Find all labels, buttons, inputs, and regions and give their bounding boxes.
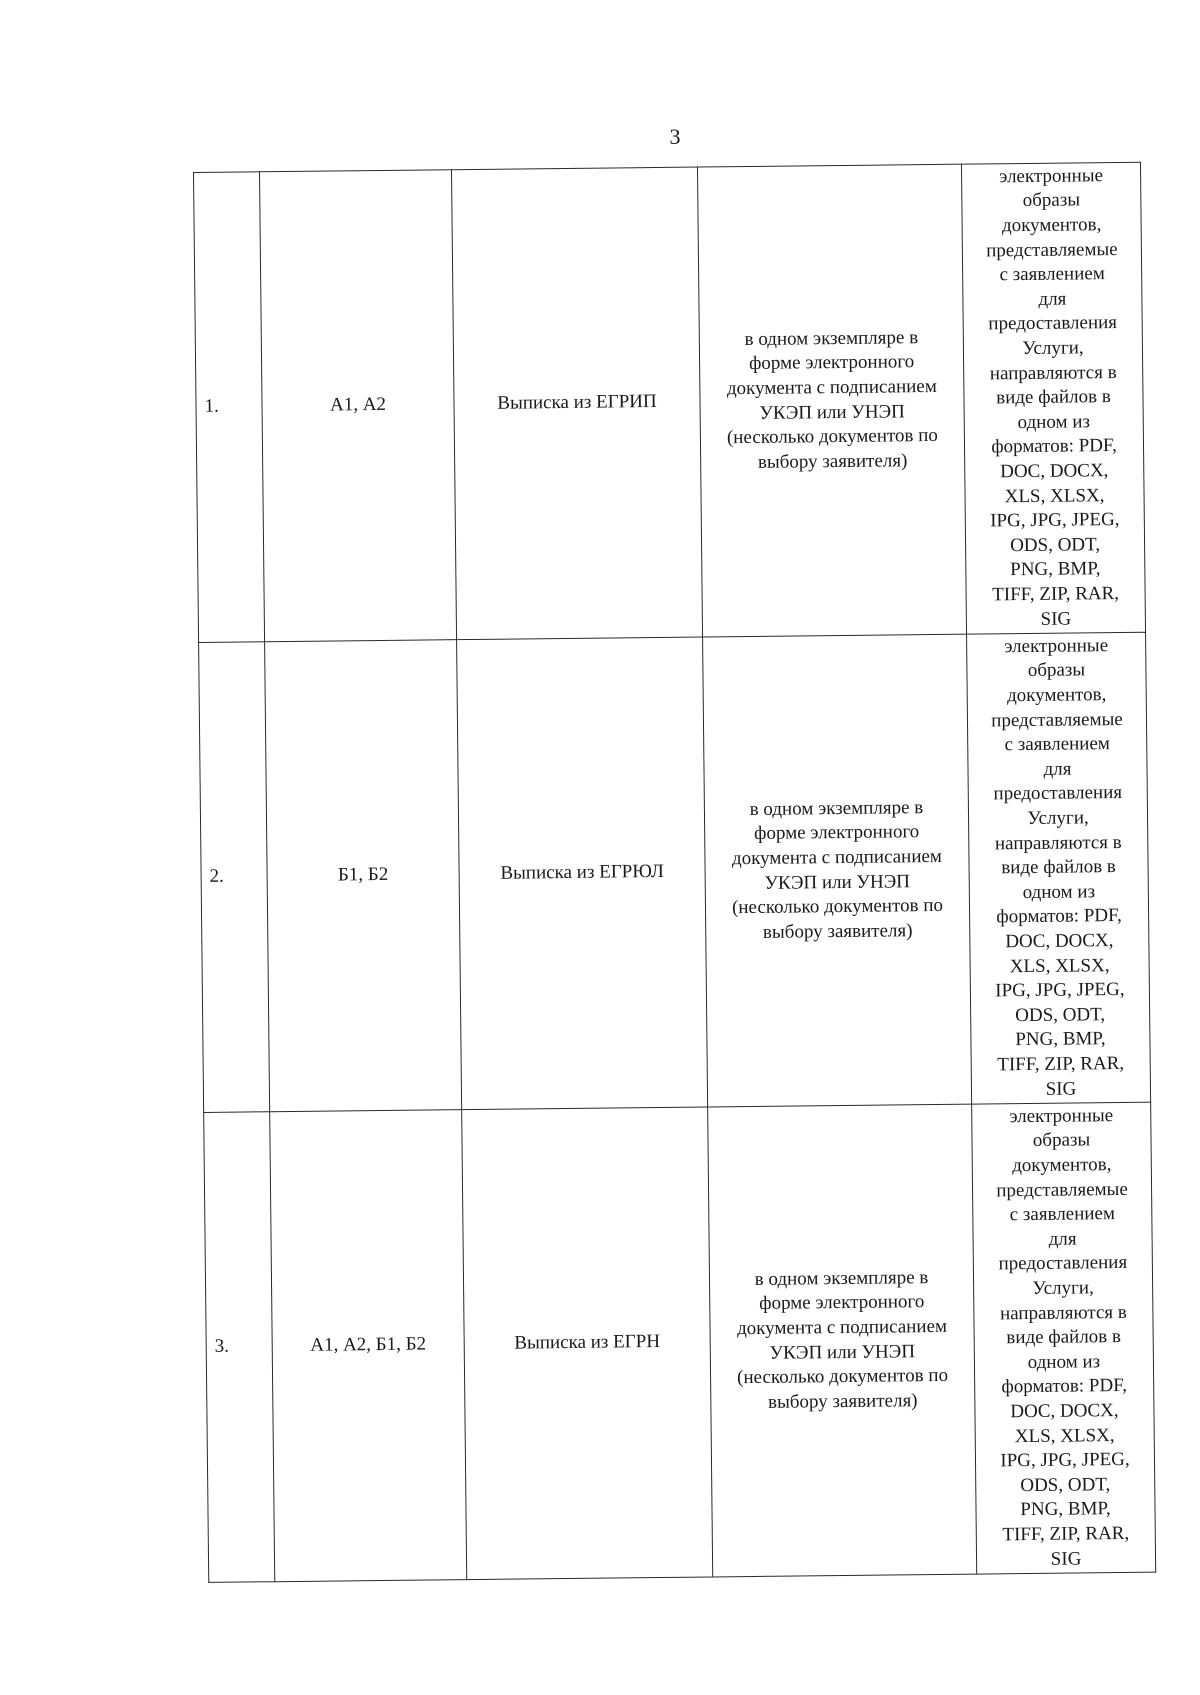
file-formats <box>972 1102 1156 1574</box>
submission-form-text: в одном экземпляре в форме электронного документа с подписанием УКЭП или УНЭП (несколько документов по выбору заявителя) <box>736 1266 949 1413</box>
file-formats <box>967 632 1151 1104</box>
document-name: Выписка из ЕГРЮЛ <box>457 637 708 1110</box>
page-number: 3 <box>669 124 681 149</box>
table-row <box>194 162 1146 642</box>
document-name: Выписка из ЕГРН <box>462 1107 713 1580</box>
submission-form-text: в одном экземпляре в форме электронного документа с подписанием УКЭП или УНЭП (несколько документов по выбору заявителя) <box>731 796 944 943</box>
file-formats-text: электронные образы документов, представляемые с заявлением для предоставления Услуги, направляются в виде файлов в одном из форматов: PDF, DOC, DOCX, XLS, XLSX, IPG, JPG, JPEG, ODS, ODT, PNG, BMP, TIFF, ZIP, RAR, SIG <box>991 634 1125 1100</box>
submission-form-text: в одном экземпляре в форме электронного документа с подписанием УКЭП или УНЭП (несколько документов по выбору заявителя) <box>726 326 938 473</box>
submission-form <box>703 634 972 1107</box>
file-formats-text: электронные образы документов, представляемые с заявлением для предоставления Услуги, направляются в виде файлов в одном из форматов: PDF, DOC, DOCX, XLS, XLSX, IPG, JPG, JPEG, ODS, ODT, PNG, BMP, TIFF, ZIP, RAR, SIG <box>986 165 1120 630</box>
document-name: Выписка из ЕГРИП <box>451 167 702 640</box>
row-number: 2. <box>199 642 270 1113</box>
table-row <box>204 1102 1156 1582</box>
applicant-codes: А1, А2 <box>260 170 457 642</box>
submission-form <box>697 164 966 637</box>
table-row <box>199 632 1151 1112</box>
row-number: 1. <box>194 172 265 643</box>
applicant-codes: А1, А2, Б1, Б2 <box>270 1110 467 1582</box>
submission-form <box>708 1104 977 1577</box>
row-number: 3. <box>204 1112 275 1583</box>
applicant-codes: Б1, Б2 <box>265 640 462 1112</box>
file-formats <box>961 162 1145 634</box>
documents-table <box>193 162 1156 1583</box>
file-formats-text: электронные образы документов, представляемые с заявлением для предоставления Услуги, направляются в виде файлов в одном из форматов: PDF, DOC, DOCX, XLS, XLSX, IPG, JPG, JPEG, ODS, ODT, PNG, BMP, TIFF, ZIP, RAR, SIG <box>996 1104 1130 1570</box>
